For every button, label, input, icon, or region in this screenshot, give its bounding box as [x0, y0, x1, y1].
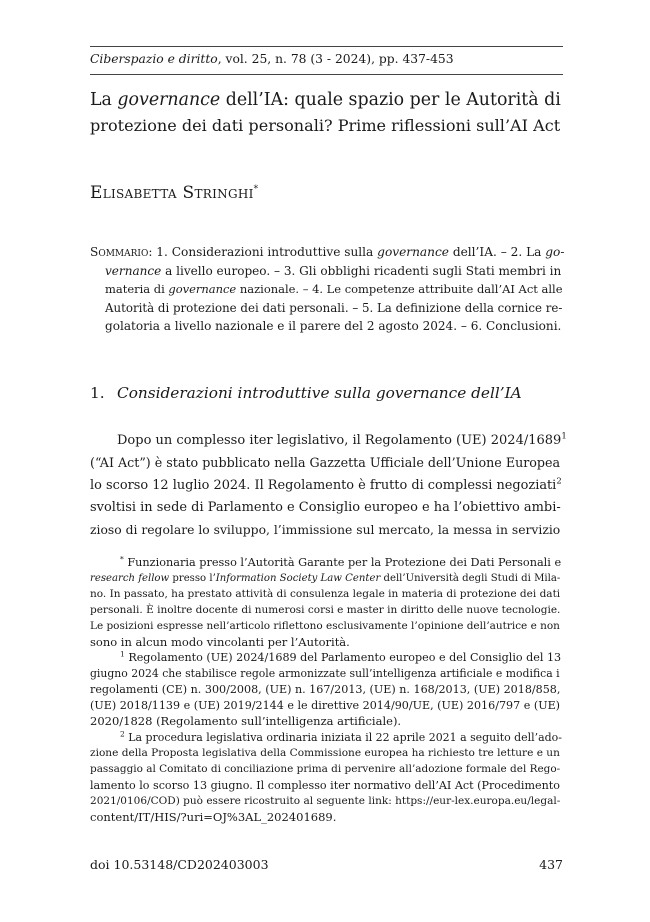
- footnote-text: presso l’: [169, 572, 216, 584]
- journal-details: , vol. 25, n. 78 (3 - 2024), pp. 437-453: [217, 52, 454, 66]
- footnote-line: lamento lo scorso 13 giugno. Il complesso iter normativo dell’AI Act (Procedimento: [90, 778, 560, 792]
- section-heading: [90, 383, 563, 403]
- footnote-mark: 1: [120, 649, 125, 659]
- footnote-text: Regolamento (UE) 2024/1689 del Parlamento europeo e del Consiglio del 13: [124, 651, 562, 665]
- footnotes: [90, 555, 563, 825]
- summary-line: [90, 280, 563, 299]
- summary-text: nazionale. – 4. Le competenze attribuite dall’AI Act alle: [236, 282, 563, 297]
- body-line: [90, 430, 567, 452]
- title-line-1: [90, 87, 563, 113]
- summary-italic: governance: [377, 245, 449, 259]
- title-text: La: [90, 90, 118, 110]
- summary-line: golatoria a livello nazionale e il parere del 2 agosto 2024. – 6. Conclusioni.: [105, 319, 562, 334]
- footnote-line: giugno 2024 che stabilisce regole armonizzate sull’intelligenza artificiale e modifica i: [90, 667, 560, 681]
- footnote-line: zione della Proposta legislativa della Commissione europea ha richiesto tre letture e un: [90, 746, 560, 759]
- footnote-ref: 2: [556, 476, 562, 487]
- footnote-line: [90, 555, 563, 571]
- footnote-line: 2021/0106/COD) può essere ricostruito al seguente link: https://eur-lex.europa.eu/legal-: [90, 794, 561, 807]
- title-italic: governance: [117, 90, 221, 110]
- footnote-line: sono in alcun modo vincolanti per l’Autorità.: [90, 634, 350, 649]
- footnote-mark: *: [120, 554, 124, 564]
- footnote-text: La procedura legislativa ordinaria iniziata il 22 aprile 2021 a seguito dell’ado-: [124, 730, 562, 744]
- author-text: Elisabetta Stringhi: [90, 183, 254, 203]
- author-footnote-mark: *: [253, 184, 259, 195]
- body-line: (“AI Act”) è stato pubblicato nella Gazzetta Ufficiale dell’Unione Europea: [90, 455, 561, 471]
- doi: doi 10.53148/CD202403003: [90, 857, 269, 872]
- summary-italic: go-: [545, 245, 565, 259]
- summary-italic: governance: [168, 282, 237, 297]
- article-title: [90, 87, 563, 139]
- footnote-italic: Information Society Law Center: [215, 572, 381, 584]
- summary-text: materia di: [105, 282, 169, 297]
- body-line: [90, 475, 563, 497]
- header-rule: [90, 74, 563, 75]
- summary-label: Sommario:: [90, 245, 153, 259]
- footnote-line: [90, 650, 563, 666]
- article-page: [90, 0, 567, 922]
- section-number: 1.: [90, 384, 105, 402]
- summary-italic: vernance: [105, 263, 162, 278]
- summary-text: 1. Considerazioni introduttive sulla: [152, 245, 378, 259]
- footnote-ref: 1: [561, 431, 567, 442]
- summary: [90, 243, 563, 336]
- footnote-line: (UE) 2018/1139 e (UE) 2019/2144 e le direttive 2014/90/UE, (UE) 2016/797 e (UE): [90, 699, 561, 713]
- summary-line: Autorità di protezione dei dati personali. – 5. La definizione della cornice re-: [105, 300, 563, 315]
- body-text: lo scorso 12 luglio 2024. Il Regolamento è frutto di complessi negoziati: [90, 477, 557, 493]
- footnote-line: [90, 730, 563, 746]
- footnote-text: dell’Università degli Studi di Mila-: [380, 572, 561, 584]
- section-title: Considerazioni introduttive sulla governance dell’IA: [117, 384, 522, 402]
- summary-line: [90, 262, 563, 281]
- footnote-text: Funzionaria presso l’Autorità Garante per la Protezione dei Dati Personali e: [123, 556, 562, 569]
- footnote-line: 2020/1828 (Regolamento sull’intelligenza artificiale).: [90, 714, 402, 729]
- running-head: [90, 51, 563, 67]
- footnote-line: regolamenti (CE) n. 300/2008, (UE) n. 167/2013, (UE) n. 168/2013, (UE) 2018/858,: [90, 683, 561, 697]
- footnote-line: Le posizioni espresse nell’articolo riflettono esclusivamente l’opinione dell’autrice e non: [90, 619, 560, 632]
- footnote-mark: 2: [120, 729, 125, 739]
- title-text: dell’IA: quale spazio per le Autorità di: [220, 90, 561, 110]
- footnote-italic: research fellow: [90, 572, 170, 584]
- body-line: zioso di regolare lo sviluppo, l’immissione sul mercato, la messa in servizio: [90, 523, 561, 538]
- footnote-line: personali. È inoltre docente di numerosi corsi e master in diritto delle nuove tecnologie.: [90, 603, 561, 616]
- page-number: 437: [539, 857, 563, 872]
- footnote-line: content/IT/HIS/?uri=OJ%3AL_202401689.: [90, 809, 337, 824]
- title-line-2: protezione dei dati personali? Prime riflessioni sull’AI Act: [90, 116, 561, 135]
- body-text: Dopo un complesso iter legislativo, il Regolamento (UE) 2024/1689: [117, 433, 562, 448]
- footnote-line: [90, 571, 563, 587]
- footnote-line: passaggio al Comitato di conciliazione prima di pervenire all’adozione formale del Rego-: [90, 762, 561, 775]
- footnote-line: no. In passato, ha prestato attività di consulenza legale in materia di protezione dei dati: [90, 587, 561, 600]
- summary-text: dell’IA. – 2. La: [448, 245, 546, 259]
- author-name: [90, 182, 258, 204]
- body-line: svoltisi in sede di Parlamento e Consiglio europeo e ha l’obiettivo ambi-: [90, 499, 561, 515]
- summary-line: [90, 243, 563, 262]
- body-paragraph: [90, 430, 567, 541]
- top-rule: [90, 46, 563, 47]
- journal-name: Ciberspazio e diritto: [90, 52, 218, 66]
- summary-text: a livello europeo. – 3. Gli obblighi ricadenti sugli Stati membri in: [161, 263, 562, 278]
